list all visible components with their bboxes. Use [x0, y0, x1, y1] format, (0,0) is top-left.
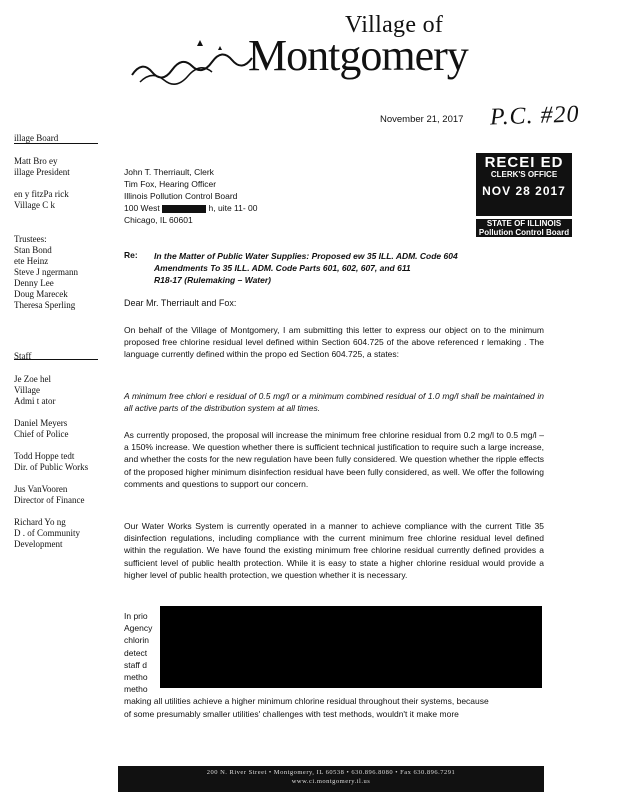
staff-title: Director of Finance [14, 495, 85, 505]
trustee: Steve J ngermann [14, 267, 78, 277]
address-street-start: 100 West [124, 203, 160, 213]
sidebar-divider [14, 359, 98, 360]
board-member: Matt Bro ey [14, 156, 58, 166]
address-line: John T. Therriault, Clerk [124, 167, 214, 177]
paragraph-line: In prio [124, 611, 148, 621]
trustee: Doug Marecek [14, 289, 68, 299]
staff-member: Jus VanVooren [14, 484, 68, 494]
trustee: Theresa Sperling [14, 300, 76, 310]
sidebar-heading: illage Board [14, 133, 59, 143]
trustees-heading: Trustees: [14, 234, 47, 244]
board-member-title: illage President [14, 167, 70, 177]
redaction-block [160, 606, 542, 688]
handwritten-note: P.C. #20 [489, 101, 580, 131]
paragraph-line: chlorin [124, 635, 150, 646]
stamp-office: CLERK'S OFFICE [490, 170, 558, 179]
body-paragraph-3: Our Water Works System is currently operated in a manner to achieve compliance with the current Title 35 disinfection regulations, including compliance with the current minimum free chlorine residual level defined within the regulation. We have found the existing minimum free chlorine residual currently defined provides a sufficient level of public health protection. While it is easy to state a higher chlorine residual would provide a higher level of public health protection, we question whether it is necessary. [124, 521, 544, 580]
trustee: Denny Lee [14, 278, 54, 288]
stamp-state: STATE OF ILLINOIS [486, 219, 562, 228]
re-line: R18-17 (Rulemaking – Water) [154, 275, 271, 285]
staff-member: Richard Yo ng [14, 517, 66, 527]
re-subject [154, 250, 484, 286]
re-line: Amendments To 35 ILL. ADM. Code Parts 601, 602, 607, and 611 [154, 263, 411, 273]
staff-title: D . of Community [14, 528, 81, 538]
staff-member: Daniel Meyers [14, 418, 68, 428]
paragraph-line: detect [124, 647, 148, 658]
sidebar-trustees-list [14, 234, 114, 311]
staff-title: Development [14, 539, 63, 549]
staff-title: Admi t ator [14, 396, 56, 406]
received-stamp [476, 153, 572, 216]
staff-heading: Staff [14, 351, 32, 361]
sidebar-staff-list [14, 374, 114, 550]
staff-title: Dir. of Public Works [14, 462, 89, 472]
sidebar-board-list [14, 156, 114, 211]
staff-title: Village [14, 385, 40, 395]
paragraph-line: of some presumably smaller utilities' challenges with test methods, wouldn't it make more [124, 708, 459, 719]
board-member-title: Village C k [14, 200, 55, 210]
stamp-board: Pollution Control Board [478, 228, 570, 237]
letterhead-org-line1: Village of [345, 12, 444, 38]
stamp-date: NOV 28 2017 [482, 184, 566, 198]
address-street-end: h, uite 11- 00 [208, 203, 258, 213]
staff-title: Chief of Police [14, 429, 69, 439]
trustee: ete Heinz [14, 256, 49, 266]
address-line: Illinois Pollution Control Board [124, 191, 238, 201]
sidebar-divider [14, 143, 98, 144]
recipient-address [124, 166, 258, 226]
re-label: Re: [124, 250, 138, 260]
staff-member: Je Zoe hel [14, 374, 51, 384]
paragraph-line: Agency [124, 623, 153, 634]
state-stamp [476, 219, 572, 237]
stamp-received: RECEI ED [484, 154, 564, 171]
quoted-section: A minimum free chlori e residual of 0.5 mg/l or a minimum combined residual of 1.0 mg/l shall be maintained in all active parts of the distribution system at all times. [124, 391, 544, 414]
body-paragraph-1: On behalf of the Village of Montgomery, I am submitting this letter to express our object on to the minimum proposed free chlorine residual level defined within Section 604.725 of the above referenced r lemaking . The language currently defined within the propo ed Section 604.725, a states: [124, 325, 544, 360]
staff-member: Todd Hoppe tedt [14, 451, 75, 461]
footer-website: www.ci.montgomery.il.us [291, 778, 371, 785]
redaction-mark [162, 205, 206, 213]
letter-date: November 21, 2017 [380, 114, 464, 125]
paragraph-line: staff d [124, 659, 147, 670]
address-line: Chicago, IL 60601 [124, 215, 193, 225]
address-line: Tim Fox, Hearing Officer [124, 179, 217, 189]
address-line [124, 202, 258, 214]
re-line: In the Matter of Public Water Supplies: Proposed ew 35 ILL. ADM. Code 604 [154, 251, 458, 261]
footer-address: 200 N. River Street • Montgomery, IL 60538 • 630.896.8080 • Fax 630.896.7291 [206, 769, 456, 776]
salutation: Dear Mr. Therriault and Fox: [124, 298, 237, 308]
body-paragraph-2: As currently proposed, the proposal will increase the minimum free chlorine residual from 0.2 mg/l to 0.5 mg/l – a 150% increase. We question whether there is sufficient technical justification to require such a large increase, and whether the costs for the new regulation have been fully considered. We question whether the ripple effects of the proposed higher minimum disinfection residual have been fully considered, as well. We offer the following comments and questions to support our concern. [124, 430, 544, 489]
paragraph-line: making all utilities achieve a higher minimum chlorine residual throughout their systems, because [124, 696, 489, 707]
paragraph-line: metho [124, 684, 148, 695]
board-member: en y fitzPa rick [14, 189, 69, 199]
letterhead-footer [118, 766, 544, 792]
trustee: Stan Bond [14, 245, 52, 255]
paragraph-line: metho [124, 672, 148, 683]
letterhead-org-name: Montgomery [248, 31, 468, 80]
